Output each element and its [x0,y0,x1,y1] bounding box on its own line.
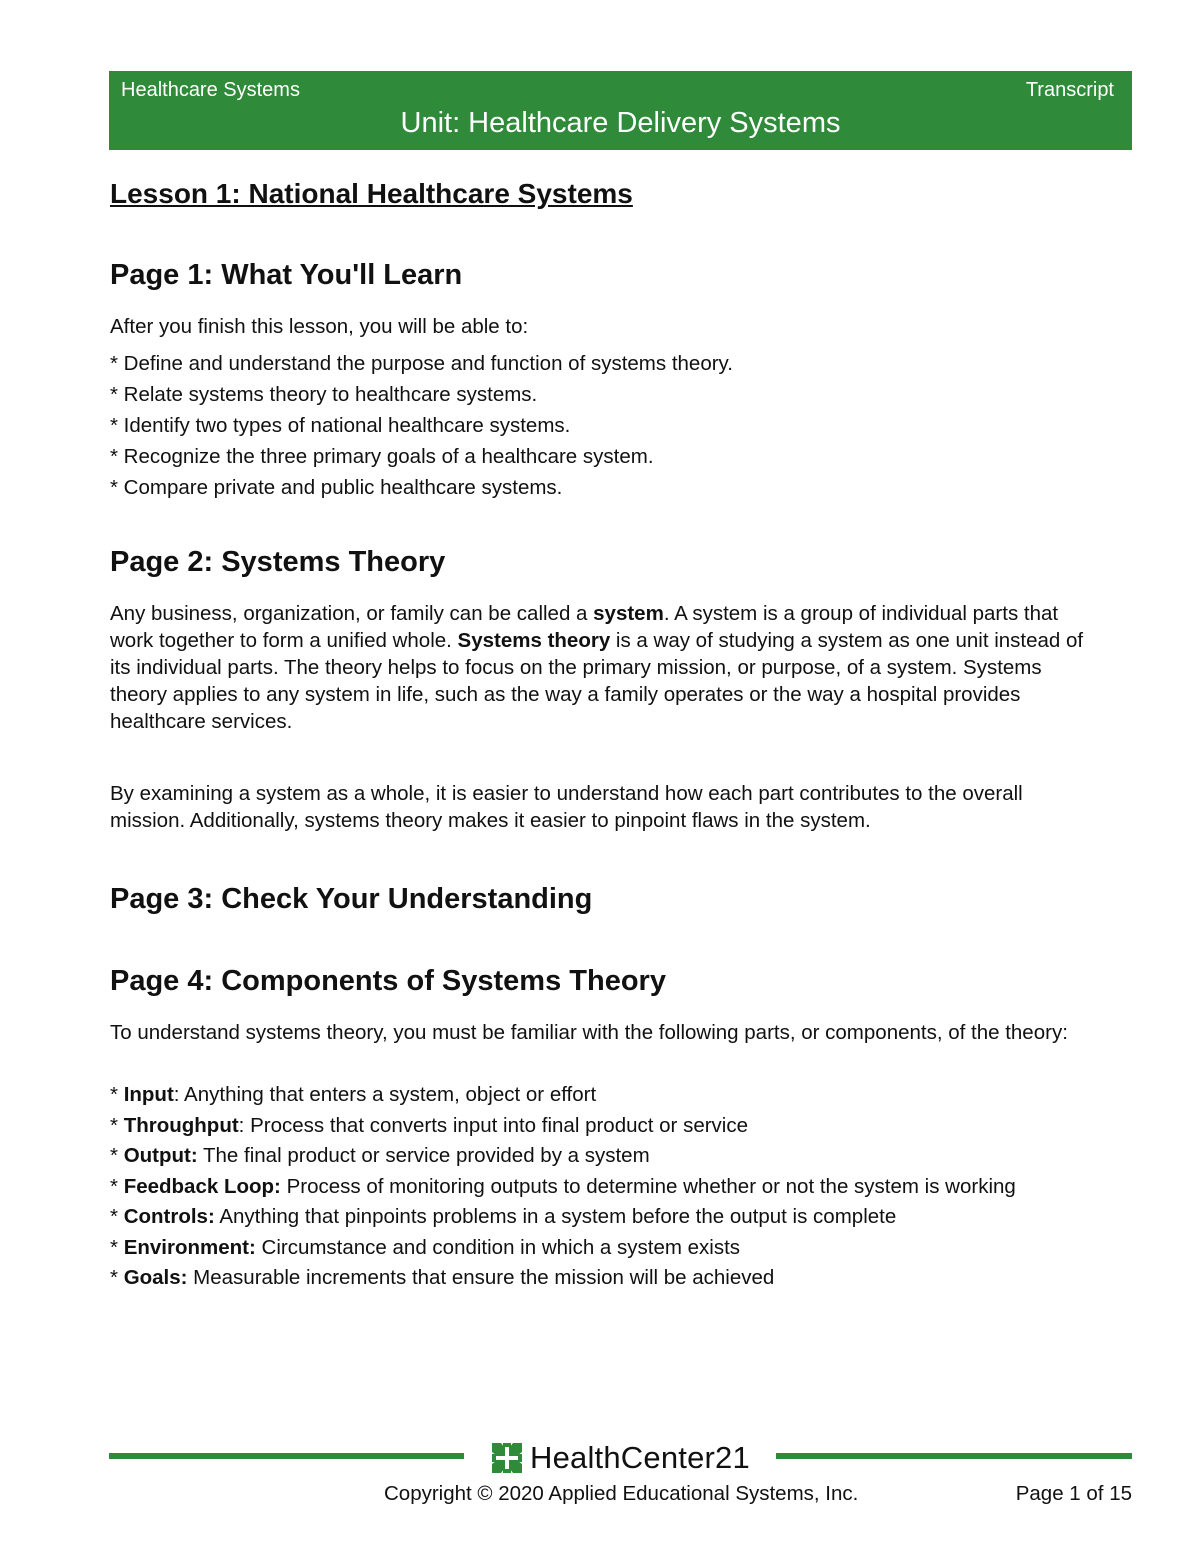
list-item: * Identify two types of national healthcare systems. [110,413,571,437]
healthcenter21-cross-icon [492,1443,522,1473]
component-definition: Circumstance and condition in which a system exists [255,1235,741,1259]
list-item [110,1202,1100,1233]
list-item: * Relate systems theory to healthcare systems. [110,382,538,406]
footer-divider-left [109,1453,464,1459]
component-term: Input [123,1083,174,1107]
paragraph [110,600,1100,735]
bold-term: Systems theory [457,628,611,652]
separator: : [238,1113,245,1137]
text-run: Any business, organization, or family can be called a [110,601,594,625]
component-definition: Anything that pinpoints problems in a system before the output is complete [214,1205,897,1229]
section-heading: Page 3: Check Your Understanding [110,882,593,915]
section-systems-theory [110,545,1100,834]
component-term: Throughput [123,1113,239,1137]
component-definition: Process of monitoring outputs to determine whether or not the system is working [280,1174,1016,1198]
components-list [110,1080,1100,1294]
component-term: Environment: [123,1235,256,1259]
list-item [110,1111,1100,1142]
component-term: Goals: [123,1266,188,1290]
list-item [110,1141,1100,1172]
section-intro: After you finish this lesson, you will be able to: [110,314,529,338]
component-definition: The final product or service provided by a system [197,1144,650,1168]
bullet-marker: * [110,1266,124,1290]
document-body [110,178,1100,1294]
bullet-marker: * [110,1235,124,1259]
list-item [110,1233,1100,1264]
unit-title: Unit: Healthcare Delivery Systems [400,107,841,139]
bullet-marker: * [110,1174,124,1198]
footer-divider-right [776,1453,1132,1459]
section-heading: Page 2: Systems Theory [110,545,446,578]
component-definition: Anything that enters a system, object or effort [179,1083,597,1107]
section-heading: Page 1: What You'll Learn [110,259,463,291]
component-term: Output: [123,1144,198,1168]
bullet-marker: * [110,1083,124,1107]
copyright-notice: Copyright © 2020 Applied Educational Systems, Inc. [384,1482,859,1505]
bullet-marker: * [110,1113,124,1137]
paragraph: By examining a system as a whole, it is easier to understand how each part contributes to the overall mission. Additionally, systems theory makes it easier to pinpoint flaws in the system. [110,781,1023,832]
text-run: is a way of studying a system as one unit instead of its individual parts. The theory helps to focus on the primary mission, or purpose, of a system. Systems theory applies to any system in life, such as the way a family operates or the way a hospital provides healthcare services. [110,628,1084,733]
list-item [110,1080,1100,1111]
section-intro: To understand systems theory, you must be familiar with the following parts, or components, of the theory: [110,1021,1068,1045]
component-definition: Measurable increments that ensure the mission will be achieved [187,1266,775,1290]
section-what-youll-learn [110,258,1100,503]
text-run: . A system is a group of individual parts that work together to form a unified whole. [110,601,1059,652]
component-definition: Process that converts input into final product or service [244,1113,749,1137]
document-type: Transcript [1025,79,1114,101]
section-heading: Page 4: Components of Systems Theory [110,965,666,998]
header-banner [109,71,1132,150]
bold-term: system [593,601,664,625]
objectives-list [110,348,1100,503]
component-term: Feedback Loop: [123,1174,281,1198]
separator: : [173,1083,180,1107]
bullet-marker: * [110,1205,124,1229]
list-item: * Compare private and public healthcare systems. [110,475,563,499]
course-name: Healthcare Systems [121,79,300,101]
section-check-understanding [110,882,1100,917]
list-item [110,1263,1100,1294]
list-item [110,1172,1100,1203]
section-components [110,964,1100,1293]
component-term: Controls: [123,1205,215,1229]
list-item: * Recognize the three primary goals of a healthcare system. [110,444,654,468]
page-number: Page 1 of 15 [1015,1482,1132,1505]
healthcenter21-logo [492,1438,750,1478]
brand-name: HealthCenter21 [530,1440,750,1475]
lesson-title: Lesson 1: National Healthcare Systems [110,178,633,209]
bullet-marker: * [110,1144,124,1168]
list-item: * Define and understand the purpose and function of systems theory. [110,351,733,375]
